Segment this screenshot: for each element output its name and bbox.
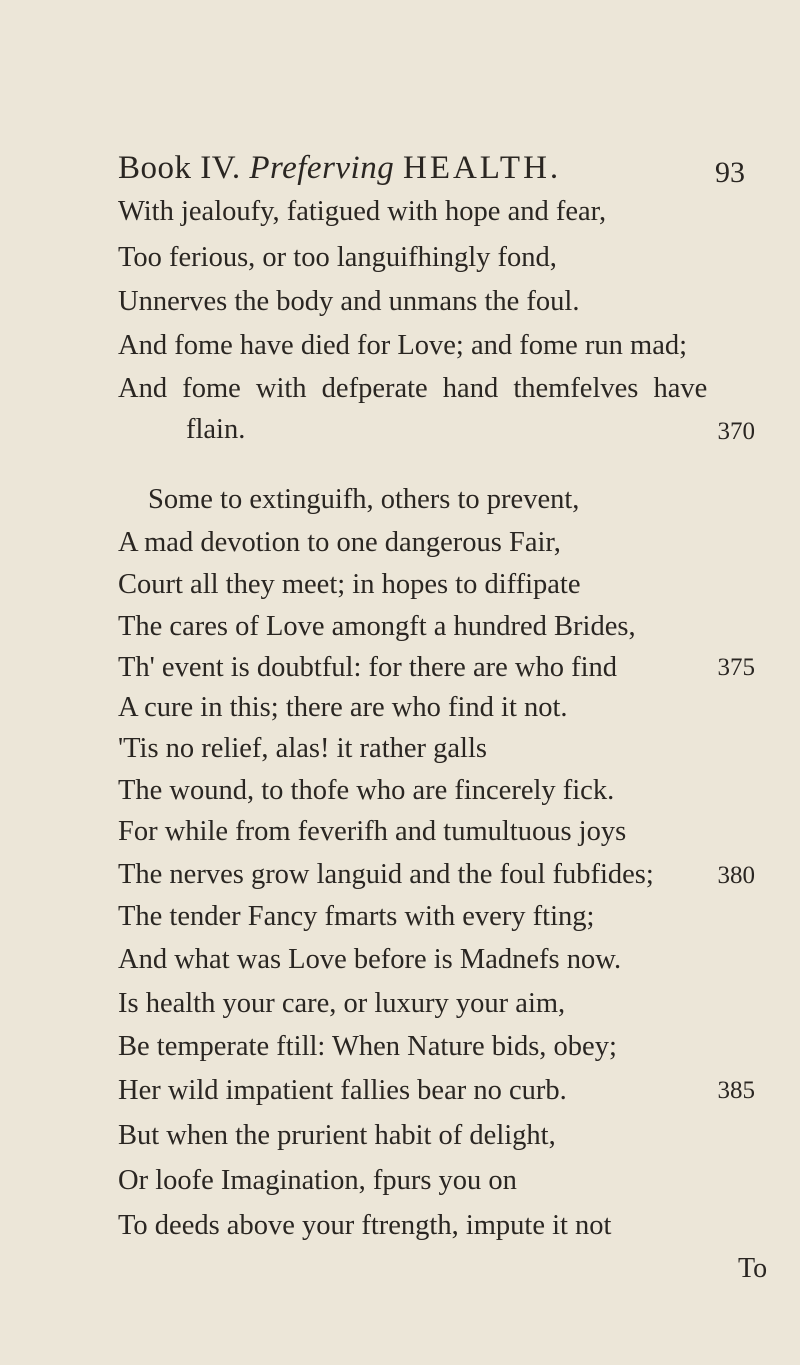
header-text (118, 150, 561, 187)
verse-line: The tender Fancy fmarts with every fting; (118, 901, 595, 932)
verse-line: Th' event is doubtful: for there are who find (118, 652, 617, 683)
page-number: 93 (715, 156, 745, 189)
line-number: 380 (717, 862, 755, 889)
verse-line: Too ferious, or too languifhingly fond, (118, 242, 557, 273)
verse-line: The nerves grow languid and the foul fubfides; (118, 859, 654, 890)
verse-line: And fome with defperate hand themfelves have (118, 373, 708, 404)
verse-line: flain. (186, 414, 246, 445)
header-book: Book IV. (118, 150, 241, 186)
verse-line: And what was Love before is Madnefs now. (118, 944, 622, 975)
header-title: HEALTH. (402, 150, 562, 186)
verse-line: With jealoufy, fatigued with hope and fear, (118, 196, 607, 227)
verse-line: Unnerves the body and unmans the foul. (118, 286, 580, 317)
verse-line: For while from feverifh and tumultuous joys (118, 816, 627, 847)
line-number: 385 (717, 1077, 755, 1104)
verse-line: Some to extinguifh, others to prevent, (148, 484, 580, 515)
catchword: To (738, 1253, 768, 1284)
verse-line: And fome have died for Love; and fome run mad; (118, 330, 688, 361)
header-subject: Preferving (249, 150, 395, 186)
verse-line: 'Tis no relief, alas! it rather galls (118, 733, 487, 764)
verse-line: Is health your care, or luxury your aim, (118, 988, 566, 1019)
verse-line: The wound, to thofe who are fincerely fick. (118, 775, 615, 806)
verse-line: The cares of Love amongft a hundred Brides, (118, 611, 636, 642)
line-number: 370 (717, 418, 755, 445)
verse-line: Court all they meet; in hopes to diffipate (118, 569, 581, 600)
verse-line: A mad devotion to one dangerous Fair, (118, 527, 561, 558)
verse-line: To deeds above your ftrength, impute it not (118, 1210, 612, 1241)
line-number: 375 (717, 654, 755, 681)
running-header (118, 150, 770, 190)
verse-line: Be temperate ftill: When Nature bids, obey; (118, 1031, 617, 1062)
verse-line: Her wild impatient fallies bear no curb. (118, 1075, 567, 1106)
verse-line: Or loofe Imagination, fpurs you on (118, 1165, 517, 1196)
verse-line: A cure in this; there are who find it not. (118, 692, 568, 723)
verse-line: But when the prurient habit of delight, (118, 1120, 556, 1151)
